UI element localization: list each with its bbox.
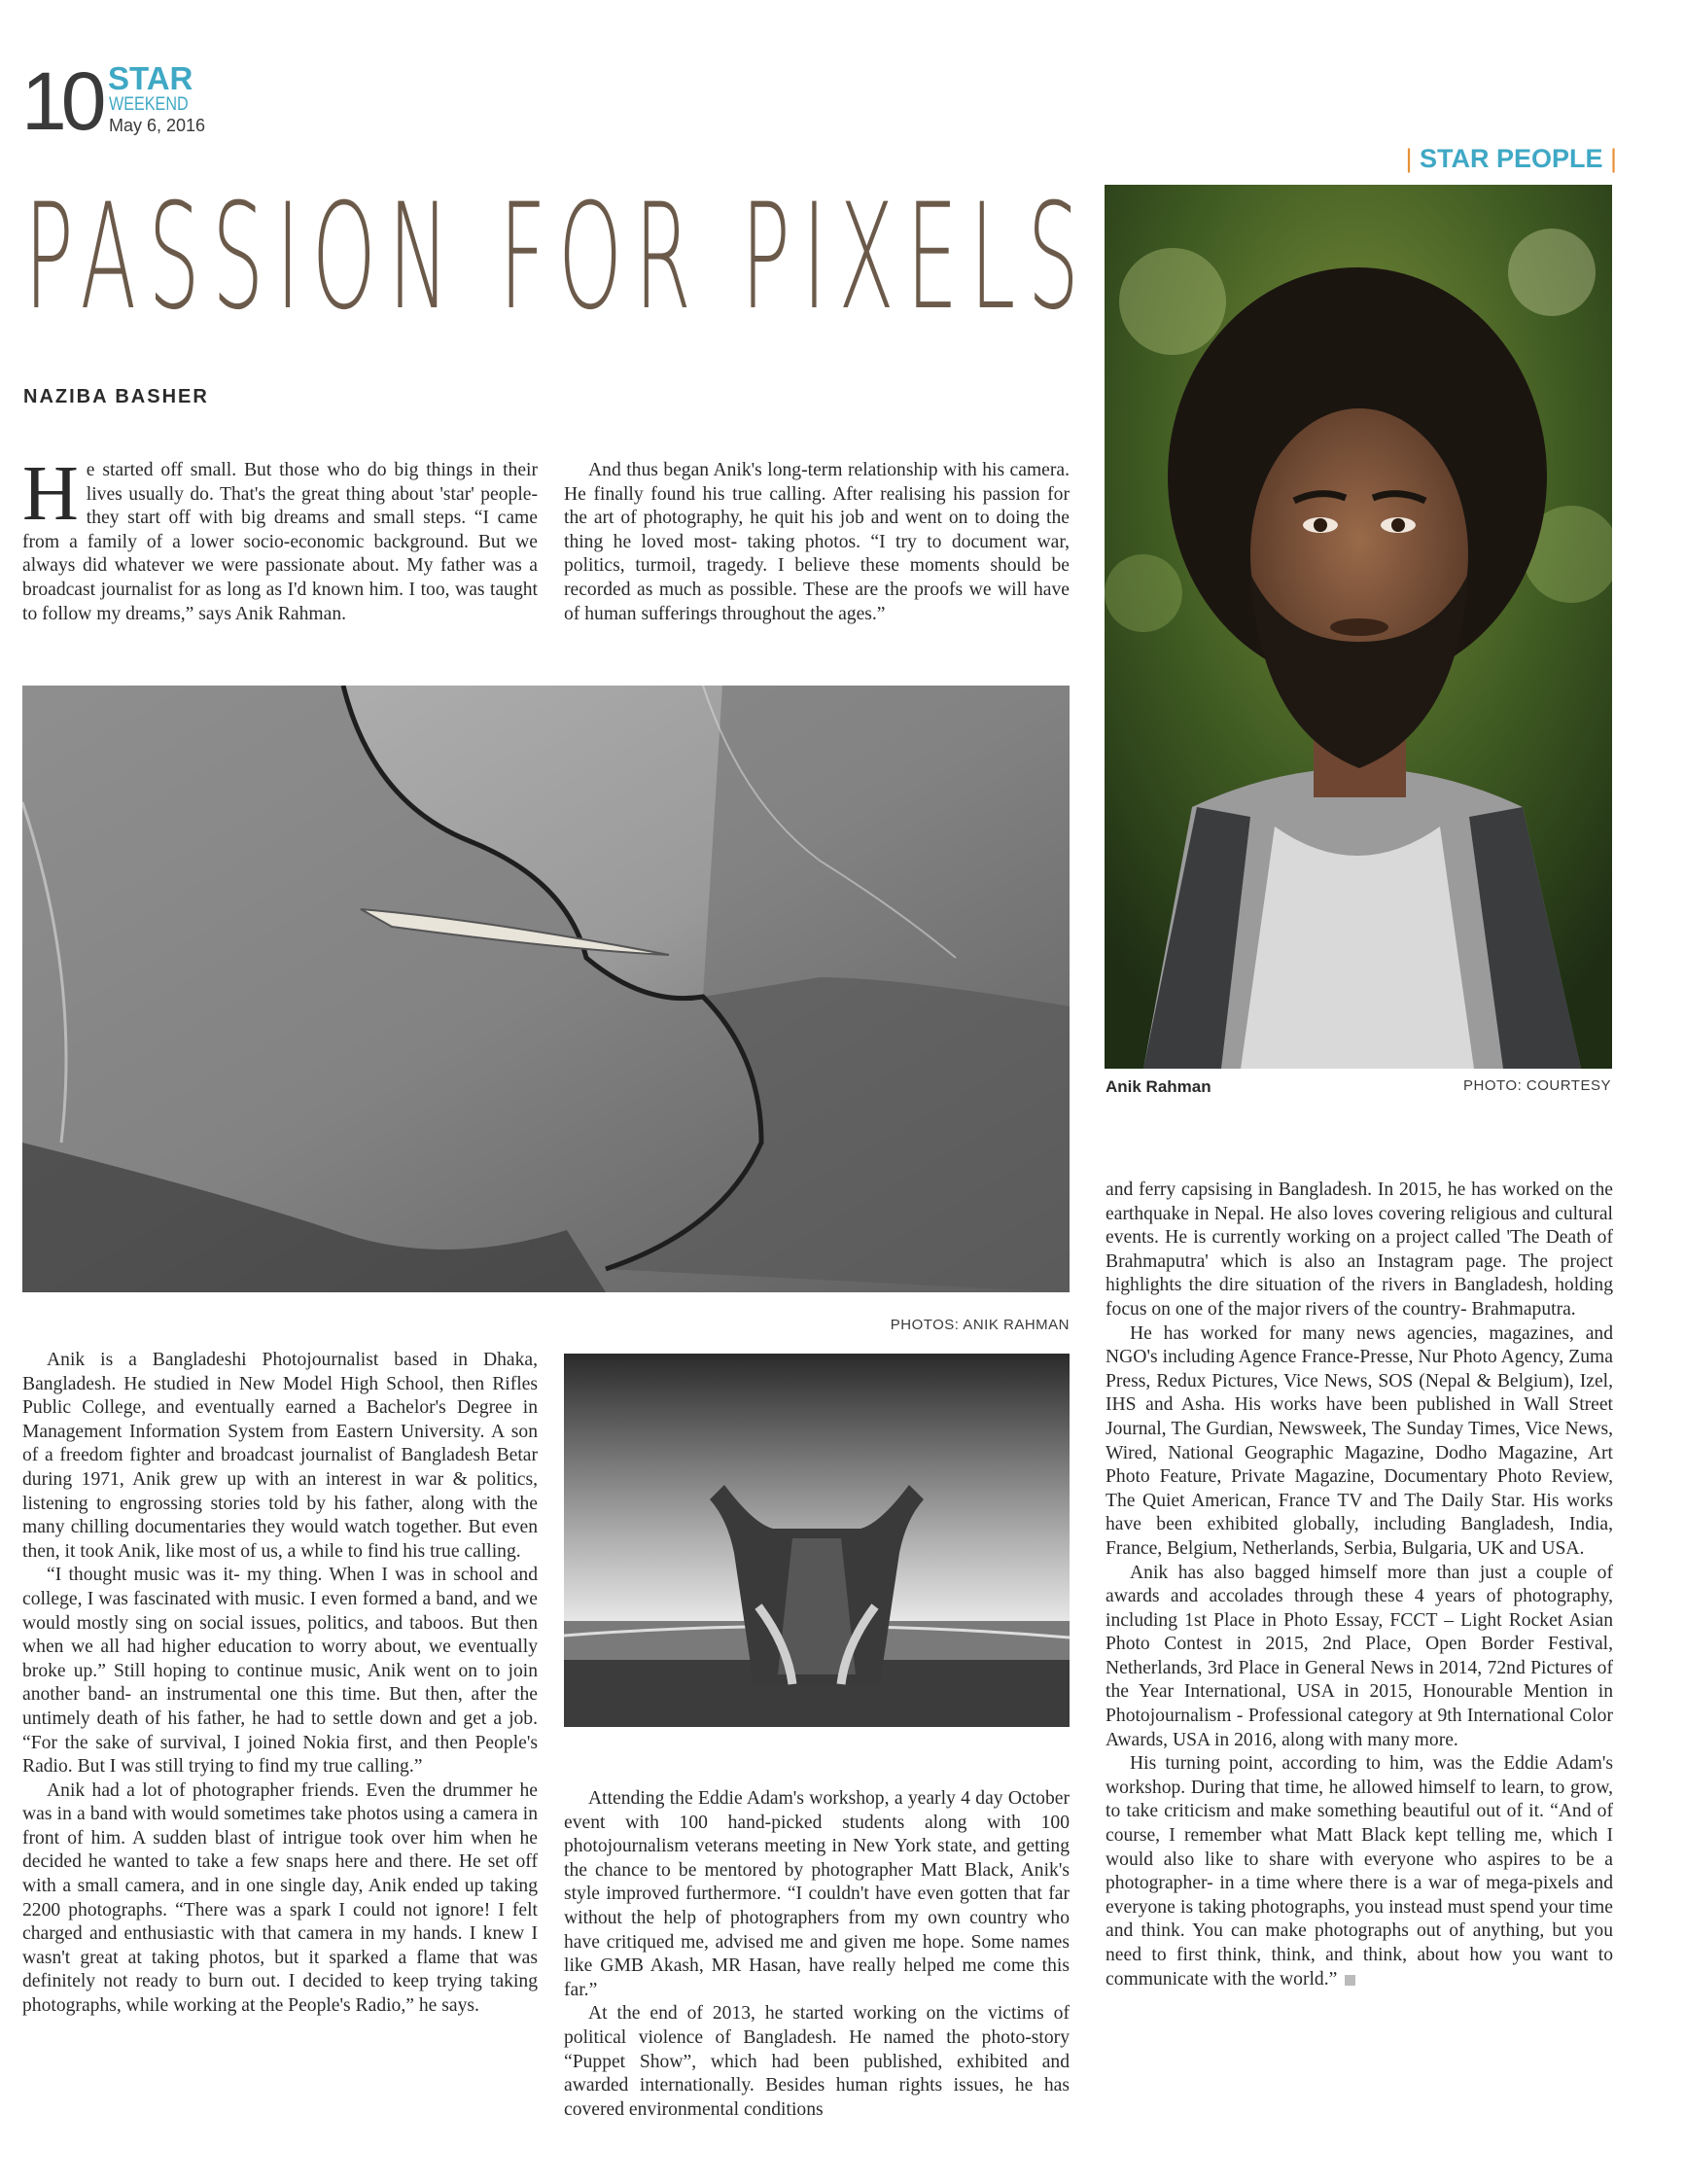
col2-paragraph-2: At the end of 2013, he started working on the victims of political violence of Bangladesh. He named the photo-story “Puppet Show”, which had been published, exhibited and awarded internationally. Besides human rights issues, he has covered environmental conditions xyxy=(564,2003,1070,2120)
intro-column-left xyxy=(22,451,538,626)
intro-paragraph-1 xyxy=(22,451,538,626)
portrait-caption-name: Anik Rahman xyxy=(1106,1077,1211,1096)
col3-paragraph-4-text: His turning point, according to him, was the Eddie Adam's workshop. During that time, he allowed himself to learn, to grow, to take criticism and make something beautiful out of it. “And of course, I remember what Matt Black kept telling me, which I would also like to share with everyone who aspires to be a photographer- in a time where there is a war of mega-pixels and everyone is taking photographs, you instead must spend your time and think. You can make photographs out of anything, but you need to first think, think, and think, about how you want to communicate with the world.” xyxy=(1106,1753,1613,1990)
section-divider-left: | xyxy=(1405,144,1420,173)
section-label xyxy=(1405,144,1617,174)
portrait-photo-credit: PHOTO: COURTESY xyxy=(1463,1077,1611,1094)
portrait-photo xyxy=(1105,185,1612,1069)
col2-paragraph-1: Attending the Eddie Adam's workshop, a yearly 4 day October event with 100 hand-picked students along with 100 photojournalism veterans meeting in New York state, and getting the chance to be mentored by photographer Matt Black, Anik's style improved furthermore. “I couldn't have even gotten that far without the help of photographers from my own country who have critiqued me, advised me and given me hope. Some names like GMB Akash, MR Hasan, have really helped me come this far.” xyxy=(564,1788,1070,2000)
section-divider-right: | xyxy=(1602,144,1617,173)
drop-cap: H xyxy=(22,451,79,537)
body-column-1 xyxy=(22,1349,538,2019)
brand-star-label: STAR xyxy=(108,60,193,96)
article-byline: NAZIBA BASHER xyxy=(23,386,209,407)
body-column-3 xyxy=(1106,1179,1613,1991)
body-column-2 xyxy=(564,1787,1070,2122)
brand-weekend-label: WEEKEND xyxy=(109,94,189,115)
gallery-photo-credit: PHOTOS: ANIK RAHMAN xyxy=(890,1317,1070,1333)
intro-paragraph-1-text: e started off small. But those who do big things in their lives usually do. That's the great thing about 'star' people- they start off with big dreams and small steps. “I came from a family of a lower socio-economic background. But we always did whatever we were passionate about. My father was a broadcast journalist for as long as I'd known him. I too, was taught to follow my dreams,” says Anik Rahman. xyxy=(22,460,538,624)
col1-paragraph-1: Anik is a Bangladeshi Photojournalist based in Dhaka, Bangladesh. He studied in New Model High School, then Rifles Public College, and eventually earned a Bachelor's Degree in Management Information System from Eastern University. A son of a freedom fighter and broadcast journalist of Bangladesh Betar during 1971, Anik grew up with an interest in war & politics, listening to engrossing stories told by his father, along with the many chilling documentaries they would watch together. But even then, it took Anik, like most of us, a while to find his true calling. xyxy=(22,1350,538,1562)
issue-date: May 6, 2016 xyxy=(109,116,206,135)
section-label-text: STAR PEOPLE xyxy=(1419,144,1603,173)
portrait-photo-graphic xyxy=(1105,185,1612,1069)
col1-paragraph-2: “I thought music was it- my thing. When I was in school and college, I was fascinated with music. I even formed a band, and we would mostly sing on social issues, politics, and taboos. But then when we all had higher education to worry about, we eventually broke up.” Still hoping to continue music, Anik went on to join another band- an instrumental one this time. But then, after the untimely death of his father, he had to settle down and get a job. “For the sake of survival, I joined Nokia first, and then People's Radio. But I was still trying to find my true calling.” xyxy=(22,1565,538,1778)
article-headline: PASSION FOR PIXELS xyxy=(24,173,1092,342)
sand-stick-photo-graphic xyxy=(22,686,1070,1292)
intro-paragraph-2: And thus began Anik's long-term relationship with his camera. He finally found his true calling. After realising his passion for the art of photography, he quit his job and went on to doing the thing he loved most- taking photos. “I try to document war, politics, turmoil, tragedy. I believe these moments should be recorded as much as possible. These are the proofs we will have of human sufferings throughout the ages.” xyxy=(564,460,1070,624)
sand-stick-photo xyxy=(22,686,1070,1292)
col3-paragraph-4 xyxy=(1106,1752,1613,1991)
figure-photo xyxy=(564,1354,1070,1727)
col3-paragraph-1: and ferry capsising in Bangladesh. In 2015, he has worked on the earthquake in Nepal. He also loves covering religious and cultural events. He is currently working on a project called 'The Death of Brahmaputra' which is also an Instagram page. The project highlights the dire situation of the rivers in Bangladesh, holding focus on one of the major rivers of the country- Brahmaputra. xyxy=(1106,1180,1613,1320)
figure-photo-graphic xyxy=(564,1354,1070,1727)
col1-paragraph-3: Anik had a lot of photographer friends. Even the drummer he was in a band with would sometimes take photos using a camera in front of him. A sudden blast of intrigue took over him when he decided he wanted to take a few snaps here and there. He set off with a small camera, and in one single day, Anik ended up taking 2200 photographs. “There was a spark I could not ignore! I felt charged and enthusiastic with that camera in my hands. I knew I wasn't great at taking photos, but it sparked a flame that was definitely not ready to burn out. I decided to keep trying taking photographs, while working at the People's Radio,” he says. xyxy=(22,1779,538,2017)
intro-column-right xyxy=(564,459,1070,626)
col3-paragraph-3: Anik has also bagged himself more than just a couple of awards and accolades through these 4 years of photography, including 1st Place in Photo Essay, FCCT – Light Rocket Asian Photo Contest in 2015, 2nd Place, Open Border Festival, Netherlands, 3rd Place in General News in 2014, 72nd Pictures of the Year International, USA in 2015, Honourable Mention in Photojournalism - Professional category at 9th International Color Awards, USA in 2016, along with many more. xyxy=(1106,1562,1613,1750)
col3-paragraph-2: He has worked for many news agencies, magazines, and NGO's including Agence France-Presse, Nur Photo Agency, Zuma Press, Redux Pictures, Vice News, SOS (Nepal & Belgium), Izel, IHS and Asha. His works have been published in Wall Street Journal, The Gurdian, Newsweek, The Sunday Times, Vice News, Wired, National Geographic Magazine, Dodho Magazine, Art Photo Feature, Private Magazine, Documentary Photo Review, The Quiet American, France TV and The Daily Star. His works have been exhibited globally, including Bangladesh, India, France, Belgium, Netherlands, Serbia, Bulgaria, UK and USA. xyxy=(1106,1322,1613,1559)
end-of-article-mark xyxy=(1345,1975,1355,1986)
page-number: 10 xyxy=(21,55,101,147)
